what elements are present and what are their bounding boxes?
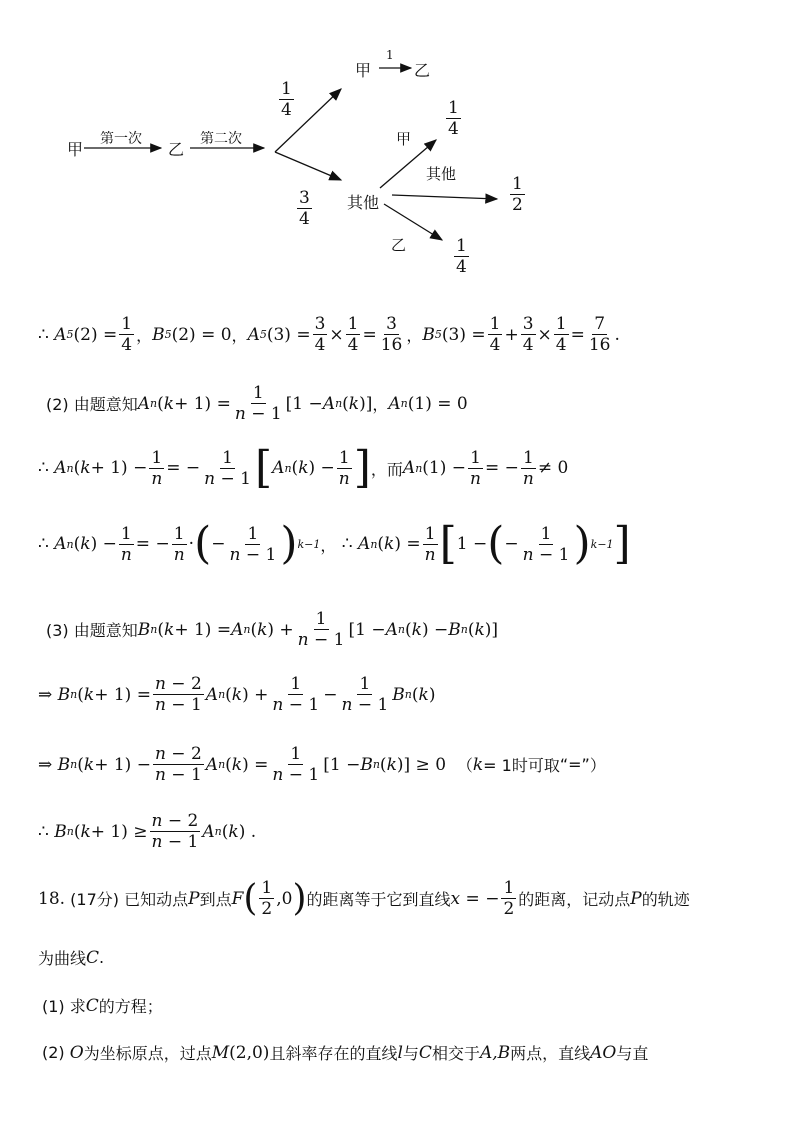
equation-line-5: (3) 由题意知 B n ( k + 1) = A n ( k ) + $\frac{1}{n - 1}$ [1 − A n ( k ) − B n ( k )] xyxy=(46,609,499,650)
arrow-down xyxy=(275,152,341,180)
top-node-yi: 乙 xyxy=(414,61,431,80)
arrow-branch-other xyxy=(392,195,497,199)
fraction-r1: $\frac{1}{4}$ xyxy=(448,98,459,139)
question-18-part-2: (2) O 为坐标原点，过点 M (2,0) 且斜率存在的直线 l 与 C 相交于 A,B 两点，直线 AO 与直 xyxy=(42,1042,649,1063)
node-jia: 甲 xyxy=(67,140,84,159)
fraction-r3: $\frac{1}{4}$ xyxy=(456,236,467,277)
tree-arrows xyxy=(0,0,800,300)
branch-label-yi: 乙 xyxy=(391,236,407,254)
question-18-part-1: (1) 求 C 的方程； xyxy=(42,995,163,1016)
equation-line-1: ∴ A 5 (2) = $\frac{1}{4}$ ， B 5 (2) = 0 ， A 5 (3) = $\frac{3}{4}$ × $\frac{1}{4}$ = $\frac{3}{16}$ ， B 5 (3) = $\frac{1}{4}$ + $\frac{3}{4}$ × $\frac{1}{4}$ = $\frac{7}{16}$ . xyxy=(38,314,620,355)
branch-label-other: 其他 xyxy=(426,165,457,183)
equation-line-4: ∴ A n ( k ) − $\frac{1}{n}$ = − $\frac{1}{n}$ · ( − $\frac{1}{n - 1}$ ) k−1 ， ∴ A n ( k ) = $\frac{1}{n}$ [ 1 − ( − $\frac{1}{n - 1}$ ) k−1 ] xyxy=(38,518,631,569)
equation-line-6: ⇒ B n ( k + 1) = $\frac{n - 2}{n - 1}$ A n ( k ) + $\frac{1}{n - 1}$ − $\frac{1}{n - 1}$ B n ( k ) xyxy=(38,674,436,715)
branch-label-jia: 甲 xyxy=(396,130,412,148)
equation-line-3: ∴ A n ( k + 1) − $\frac{1}{n}$ = − $\frac{1}{n - 1}$ [ A n ( k ) − $\frac{1}{n}$ ] ，而 A n (1) − $\frac{1}{n}$ = − $\frac{1}{n}$ ≠ 0 xyxy=(38,442,569,493)
top-arrow-label: 1 xyxy=(386,48,394,62)
fraction-low: $\frac{3}{4}$ xyxy=(299,188,310,229)
equation-line-7: ⇒ B n ( k + 1) − $\frac{n - 2}{n - 1}$ A n ( k ) = $\frac{1}{n - 1}$ [1 − B n ( k )] ≥ 0 （ k = 1时可取 “=” ） xyxy=(38,744,606,785)
node-other: 其他 xyxy=(347,193,380,212)
fraction-top: $\frac{1}{4}$ xyxy=(281,79,292,120)
equation-line-2: (2) 由题意知 A n ( k + 1) = $\frac{1}{n - 1}$ [1 − A n ( k )] ， A n (1) = 0 xyxy=(46,383,468,424)
label-first: 第一次 xyxy=(100,131,142,147)
fraction-r2: $\frac{1}{2}$ xyxy=(512,174,523,215)
top-node-jia: 甲 xyxy=(355,61,372,80)
question-18-line-2: 为曲线 C . xyxy=(38,947,105,968)
label-second: 第二次 xyxy=(200,131,242,147)
equation-line-8: ∴ B n ( k + 1) ≥ $\frac{n - 2}{n - 1}$ A n ( k ) . xyxy=(38,811,257,852)
node-yi: 乙 xyxy=(168,140,185,159)
question-18-line-1: 18. (17分) 已知动点 P 到点 F ( $\frac{1}{2}$ ,0 ) 的距离等于它到直线 x = − $\frac{1}{2}$ 的距离，记动点 P 的轨迹 xyxy=(38,877,690,919)
